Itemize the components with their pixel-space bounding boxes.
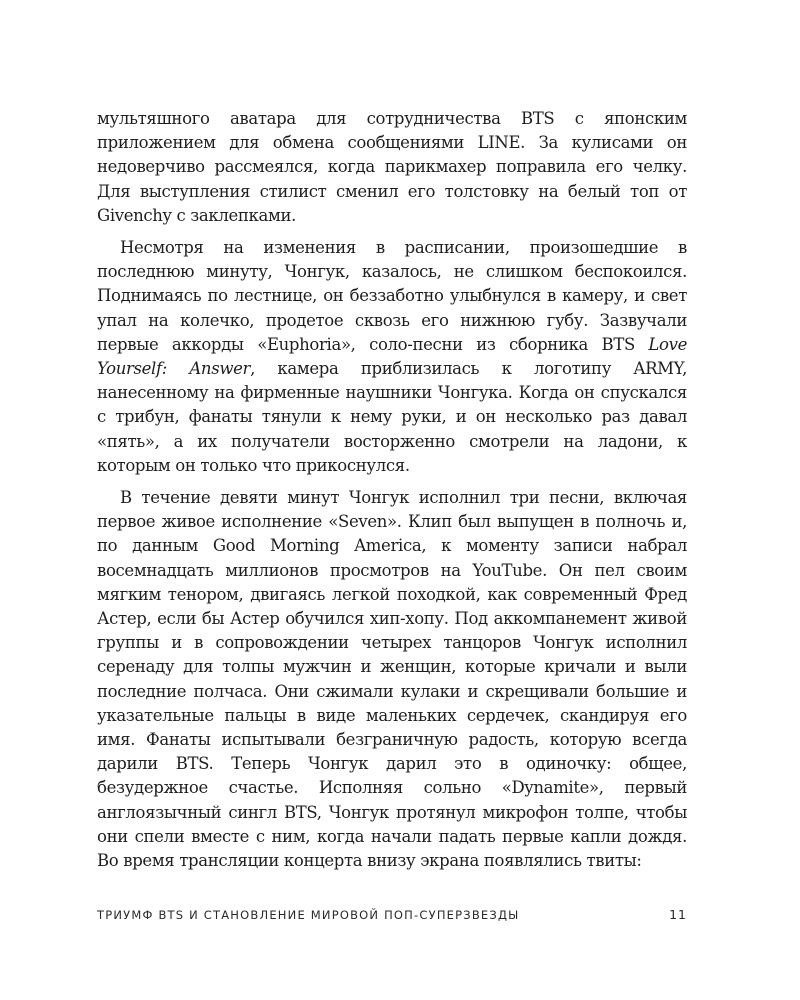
- paragraph-1-text: мультяшного аватара для сотрудничества BTS с японским приложением для обмена сообщениями LINE. За кулисами он недоверчиво рассмеялся, когда парикмахер поправила его челку. Для выступления стилист сменил его толстовку на белый топ от Givenchy с заклепками.: [97, 109, 687, 225]
- page-number: 11: [669, 907, 687, 922]
- paragraph-3-text: В течение девяти минут Чонгук исполнил три песни, включая первое живое исполнение «Seven». Клип был выпущен в полночь и, по данным Good Morning America, к моменту записи набрал восемнадцать миллионов просмотров на YouTube. Он пел своим мягким тенором, двигаясь легкой походкой, как современный Фред Астер, если бы Астер обучился хип-хопу. Под аккомпанемент живой группы и в сопровождении четырех танцоров Чонгук исполнил серенаду для толпы мужчин и женщин, которые кричали и выли последние полчаса. Они сжимали кулаки и скрещивали большие и указательные пальцы в виде маленьких сердечек, скандируя его имя. Фанаты испытывали безграничную радость, которую всегда дарили BTS. Теперь Чонгук дарил это в одиночку: общее, безудержное счастье. Исполняя сольно «Dynamite», первый англоязычный сингл BTS, Чонгук протянул микрофон толпе, чтобы они спели вместе с ним, когда начали падать первые капли дождя. Во время трансляции концерта внизу экрана появлялись твиты:: [97, 488, 687, 871]
- running-title: ТРИУМФ BTS И СТАНОВЛЕНИЕ МИРОВОЙ ПОП-СУПЕРЗВЕЗДЫ: [97, 908, 520, 922]
- paragraph-3: [97, 486, 687, 873]
- page-footer: [97, 907, 687, 922]
- paragraph-1: [97, 107, 687, 228]
- paragraph-2-text-b: , камера приблизилась к логотипу ARMY, нанесенному на фирменные наушники Чонгука. Когда он спускался с трибун, фанаты тянули к нему руки, и он несколько раз давал «пять», а их получатели восторженно смотрели на ладони, к которым он только что прикоснулся.: [97, 359, 687, 475]
- paragraph-2: [97, 236, 687, 478]
- album-title: Love Yourself: Answer: [97, 334, 687, 379]
- body-text: [97, 107, 687, 881]
- paragraph-2-text-a: Несмотря на изменения в расписании, произошедшие в последнюю минуту, Чонгук, казалось, не слишком беспокоился. Поднимаясь по лестнице, он беззаботно улыбнулся в камеру, и свет упал на колечко, продетое сквозь его нижнюю губу. Зазвучали первые аккорды «Euphoria», соло-песни из сборника BTS: [97, 238, 687, 354]
